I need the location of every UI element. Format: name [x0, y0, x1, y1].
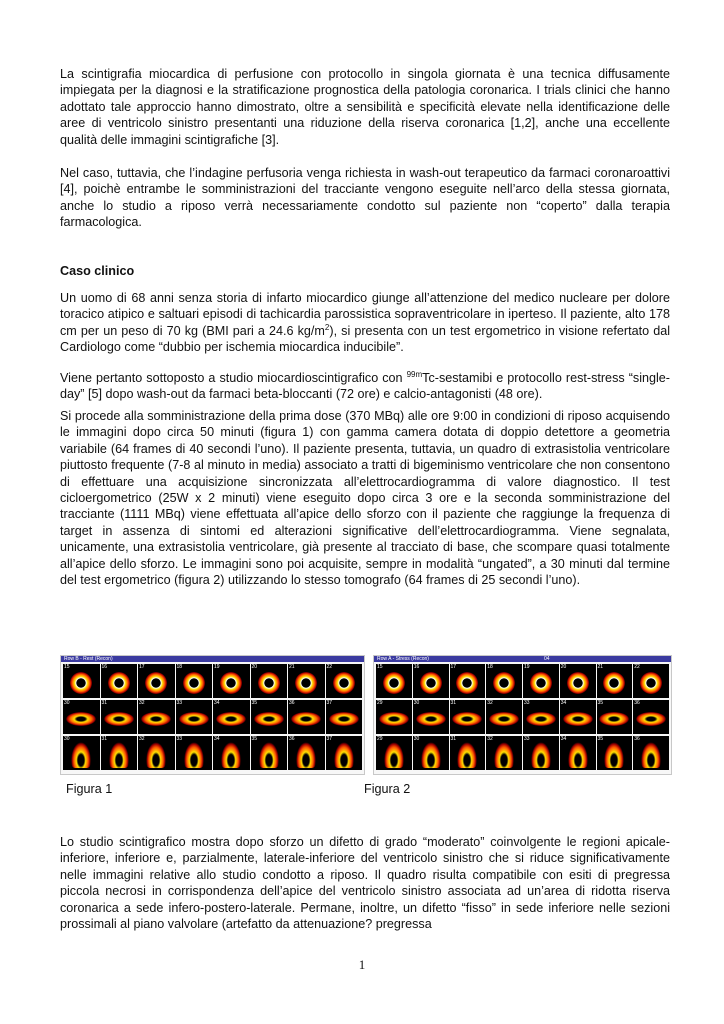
slice-number: 22 — [326, 664, 333, 670]
page-number: 1 — [358, 957, 366, 972]
slice-number: 36 — [289, 700, 295, 706]
slice-number: 35 — [251, 700, 258, 706]
slice-number: 21 — [597, 664, 604, 670]
slice-number: 19 — [524, 664, 530, 670]
myocardium-ring-image — [333, 672, 355, 694]
slice-number: 20 — [251, 664, 258, 670]
slice-number: 30 — [64, 700, 70, 706]
slice-number: 19 — [214, 664, 220, 670]
paragraph-patient-text-b: ), si presenta con un test ergometrico in visione refertato dal Cardiologo come “dubbio per ischemia miocardica inducibile”. — [60, 323, 670, 355]
fig2-scan-slice — [413, 700, 449, 734]
fig1-scan-slice — [63, 700, 100, 734]
slice-number: 15 — [64, 664, 70, 670]
myocardium-ring-image — [108, 672, 130, 694]
myocardium-band-image — [179, 712, 209, 726]
myocardium-band-image — [329, 712, 359, 726]
fig2-scan-slice — [376, 736, 412, 770]
figure-2-stress-scan — [373, 655, 672, 775]
slice-number: 37 — [326, 700, 333, 706]
fig1-scan-row — [63, 664, 362, 698]
slice-number: 29 — [377, 700, 383, 706]
myocardium-band-image — [104, 712, 134, 726]
fig1-scan-slice — [251, 664, 288, 698]
myocardium-band-image — [599, 712, 629, 726]
myocardium-band-image — [216, 712, 246, 726]
slice-number: 17 — [450, 664, 457, 670]
myocardium-ring-image — [640, 672, 662, 694]
myocardium-horse-image — [641, 742, 661, 768]
myocardium-ring-image — [530, 672, 552, 694]
fig2-scan-slice — [486, 700, 522, 734]
fig1-scan-slice — [288, 736, 325, 770]
slice-number: 31 — [450, 700, 457, 706]
myocardium-band-image — [66, 712, 96, 726]
fig2-scan-slice — [633, 736, 669, 770]
myocardium-ring-image — [258, 672, 280, 694]
myocardium-band-image — [452, 712, 482, 726]
myocardium-band-image — [526, 712, 556, 726]
myocardium-band-image — [563, 712, 593, 726]
superscript-squared: 2 — [324, 322, 330, 332]
figure-2-caption: Figura 2 — [364, 782, 411, 796]
fig1-scan-slice — [176, 664, 213, 698]
paragraph-findings: Lo studio scintigrafico mostra dopo sforzo un difetto di grado “moderato” coinvolgente le regioni apicale-inferiore, inferiore e, parzialmente, laterale-inferiore del ventricolo sinistro che si riduce significativamente nelle immagini relative allo studio condotto a riposo. Il quadro risulta compatibile con esiti di pregressa piccola necrosi in corrispondenza dell’apice del ventricolo sinistro associata ad un’area di ridotta riserva coronarica a sede infero-postero-laterale. Permane, inoltre, un difetto “fisso” in sede inferiore nelle sezioni prossimali al piano valvolare (artefatto da attenuazione? pregressa — [60, 835, 670, 932]
slice-number: 32 — [139, 736, 145, 742]
fig2-scan-slice — [560, 736, 596, 770]
fig2-scan-slice — [560, 700, 596, 734]
slice-number: 22 — [634, 664, 640, 670]
slice-number: 36 — [289, 736, 295, 742]
slice-number: 30 — [413, 700, 420, 706]
fig2-scan-slice — [413, 736, 449, 770]
myocardium-ring-image — [145, 672, 167, 694]
fig2-scan-slice — [597, 736, 633, 770]
fig1-scan-slice — [176, 736, 213, 770]
myocardium-ring-image — [493, 672, 515, 694]
fig1-scan-slice — [251, 736, 288, 770]
fig2-scan-slice — [450, 736, 486, 770]
myocardium-horse-image — [384, 742, 404, 768]
fig1-scan-slice — [101, 664, 138, 698]
fig2-scan-slice — [633, 700, 669, 734]
paragraph-patient-text-a: Un uomo di 68 anni senza storia di infarto miocardico giunge all’attenzione del medico nucleare per dolore toracico atipico e saltuari episodi di tachicardia parossistica sopraventricolare in iperteso. Il paziente, alto 178 cm per un peso di 70 kg (BMI pari a 24.6 kg/m — [60, 291, 670, 338]
myocardium-band-image — [416, 712, 446, 726]
fig1-scan-slice — [326, 664, 363, 698]
paragraph-protocol — [60, 370, 670, 403]
myocardium-band-image — [141, 712, 171, 726]
myocardium-horse-image — [457, 742, 477, 768]
fig1-scan-slice — [251, 700, 288, 734]
figure-1-rest-scan — [60, 655, 365, 775]
myocardium-horse-image — [259, 742, 279, 768]
fig1-scan-slice — [138, 736, 175, 770]
figure-2-header — [374, 656, 671, 662]
myocardium-horse-image — [71, 742, 91, 768]
myocardium-ring-image — [295, 672, 317, 694]
slice-number: 35 — [597, 700, 604, 706]
slice-number: 34 — [214, 736, 220, 742]
myocardium-horse-image — [109, 742, 129, 768]
slice-number: 34 — [214, 700, 220, 706]
figure-1-caption: Figura 1 — [66, 782, 113, 796]
figure-1-header: Row B - Rest (Recon) — [61, 656, 364, 662]
fig2-scan-slice — [376, 700, 412, 734]
myocardium-ring-image — [220, 672, 242, 694]
fig1-scan-slice — [63, 736, 100, 770]
section-heading-caso-clinico: Caso clinico — [60, 264, 135, 278]
slice-number: 29 — [377, 736, 383, 742]
fig2-scan-slice — [633, 664, 669, 698]
myocardium-ring-image — [383, 672, 405, 694]
slice-number: 21 — [289, 664, 295, 670]
fig2-scan-slice — [523, 664, 559, 698]
slice-number: 34 — [560, 700, 567, 706]
slice-number: 33 — [524, 736, 530, 742]
fig2-scan-slice — [486, 664, 522, 698]
slice-number: 31 — [101, 736, 108, 742]
myocardium-band-image — [489, 712, 519, 726]
figure-2-header-left: Row A - Stress (Recon) — [377, 656, 429, 662]
myocardium-horse-image — [184, 742, 204, 768]
fig2-scan-row — [376, 736, 669, 770]
slice-number: 32 — [487, 700, 493, 706]
fig1-scan-slice — [63, 664, 100, 698]
slice-number: 31 — [450, 736, 457, 742]
fig1-scan-slice — [326, 700, 363, 734]
figure-2-header-right: 04 — [544, 656, 550, 662]
myocardium-ring-image — [183, 672, 205, 694]
fig1-scan-slice — [288, 664, 325, 698]
slice-number: 30 — [413, 736, 420, 742]
myocardium-horse-image — [494, 742, 514, 768]
fig2-scan-slice — [523, 700, 559, 734]
fig1-scan-slice — [101, 700, 138, 734]
fig1-scan-row — [63, 700, 362, 734]
figure-1-scan-grid — [63, 664, 362, 772]
myocardium-horse-image — [334, 742, 354, 768]
fig1-scan-slice — [213, 736, 250, 770]
slice-number: 36 — [634, 736, 640, 742]
slice-number: 15 — [377, 664, 383, 670]
slice-number: 20 — [560, 664, 567, 670]
paragraph-protocol-text-a: Viene pertanto sottoposto a studio miocardioscintigrafico con — [60, 371, 407, 385]
myocardium-horse-image — [568, 742, 588, 768]
fig1-scan-slice — [288, 700, 325, 734]
fig2-scan-row — [376, 664, 669, 698]
slice-number: 32 — [139, 700, 145, 706]
slice-number: 37 — [326, 736, 333, 742]
slice-number: 30 — [64, 736, 70, 742]
paragraph-protocol-text-b: Tc-sestamibi e protocollo rest-stress “single-day” [5] dopo wash-out da farmaci beta-bloccanti (72 ore) e calcio-antagonisti (48 ore). — [60, 371, 670, 402]
fig2-scan-slice — [450, 664, 486, 698]
fig1-scan-slice — [213, 664, 250, 698]
fig2-scan-slice — [523, 736, 559, 770]
myocardium-horse-image — [296, 742, 316, 768]
myocardium-ring-image — [567, 672, 589, 694]
slice-number: 36 — [634, 700, 640, 706]
slice-number: 33 — [176, 736, 183, 742]
myocardium-ring-image — [420, 672, 442, 694]
figure-2-scan-grid — [376, 664, 669, 772]
paragraph-patient — [60, 290, 670, 356]
slice-number: 33 — [176, 700, 183, 706]
slice-number: 34 — [560, 736, 567, 742]
myocardium-horse-image — [146, 742, 166, 768]
superscript-isotope: 99m — [406, 369, 423, 379]
fig2-scan-slice — [450, 700, 486, 734]
paragraph-intro: La scintigrafia miocardica di perfusione con protocollo in singola giornata è una tecnica diffusamente impiegata per la diagnosi e la stratificazione prognostica della patologia coronarica. I trials clinici che hanno adottato tale approccio hanno dimostrato, oltre a sensibilità e specificità elevate nella identificazione delle aree di ventricolo sinistro presentanti una riduzione della riserva coronarica [1,2], anche una eccellente qualità delle immagini scintigrafiche [3]. — [60, 67, 670, 147]
myocardium-horse-image — [221, 742, 241, 768]
slice-number: 18 — [487, 664, 493, 670]
fig2-scan-slice — [597, 700, 633, 734]
myocardium-band-image — [291, 712, 321, 726]
myocardium-ring-image — [603, 672, 625, 694]
fig2-scan-slice — [486, 736, 522, 770]
fig2-scan-row — [376, 700, 669, 734]
paragraph-washout: Nel caso, tuttavia, che l’indagine perfusoria venga richiesta in wash-out terapeutico da farmaci coronaroattivi [4], poichè entrambe le somministrazioni del tracciante vengono eseguite nell’arco della stessa giornata, anche lo studio a riposo verrà necessariamente condotto sul paziente non “coperto” dalla terapia farmacologica. — [60, 166, 670, 230]
slice-number: 18 — [176, 664, 183, 670]
slice-number: 35 — [597, 736, 604, 742]
fig2-scan-slice — [597, 664, 633, 698]
paragraph-procedure: Si procede alla somministrazione della prima dose (370 MBq) alle ore 9:00 in condizioni di riposo acquisendo le immagini dopo circa 50 minuti (figura 1) con gamma camera dotata di doppio detettore a geometria variabile (64 frames di 40 secondi l’uno). Il paziente presenta, tuttavia, un quadro di extrasistolia ventricolare piuttosto frequente (7-8 al minuto in media) associato a tratti di bigeminismo ventricolare che non consentono di effettuare una acquisizione sincronizzata all’elettrocardiogramma di valore diagnostico. Il test cicloergometrico (25W x 2 minuti) viene eseguito dopo circa 3 ore e la seconda somministrazione del tracciante (1111 MBq) viene effettuata all’apice dello sforzo con il paziente che raggiunge la frequenza di target in assenza di sintomi ed alterazioni significative dell’elettrocardiogramma. Viene segnalata, unicamente, una extrasistolia ventricolare, già presente al tracciato di base, che scompare quasi totalmente all’apice dello sforzo. Le immagini sono poi acquisite, sempre in modalità “ungated”, a 30 minuti dal termine del test ergometrico (figura 2) utilizzando lo stesso tomografo (64 frames di 25 secondi l’uno). — [60, 409, 670, 588]
myocardium-horse-image — [604, 742, 624, 768]
fig1-scan-slice — [138, 664, 175, 698]
myocardium-horse-image — [531, 742, 551, 768]
fig1-scan-slice — [101, 736, 138, 770]
myocardium-ring-image — [70, 672, 92, 694]
fig1-scan-slice — [138, 700, 175, 734]
myocardium-band-image — [379, 712, 409, 726]
slice-number: 35 — [251, 736, 258, 742]
slice-number: 16 — [413, 664, 420, 670]
myocardium-ring-image — [456, 672, 478, 694]
fig1-scan-slice — [176, 700, 213, 734]
slice-number: 17 — [139, 664, 145, 670]
fig1-scan-slice — [213, 700, 250, 734]
myocardium-horse-image — [421, 742, 441, 768]
slice-number: 33 — [524, 700, 530, 706]
fig2-scan-slice — [413, 664, 449, 698]
fig2-scan-slice — [376, 664, 412, 698]
slice-number: 16 — [101, 664, 108, 670]
myocardium-band-image — [254, 712, 284, 726]
fig2-scan-slice — [560, 664, 596, 698]
slice-number: 32 — [487, 736, 493, 742]
myocardium-band-image — [636, 712, 666, 726]
fig1-scan-slice — [326, 736, 363, 770]
slice-number: 31 — [101, 700, 108, 706]
fig1-scan-row — [63, 736, 362, 770]
